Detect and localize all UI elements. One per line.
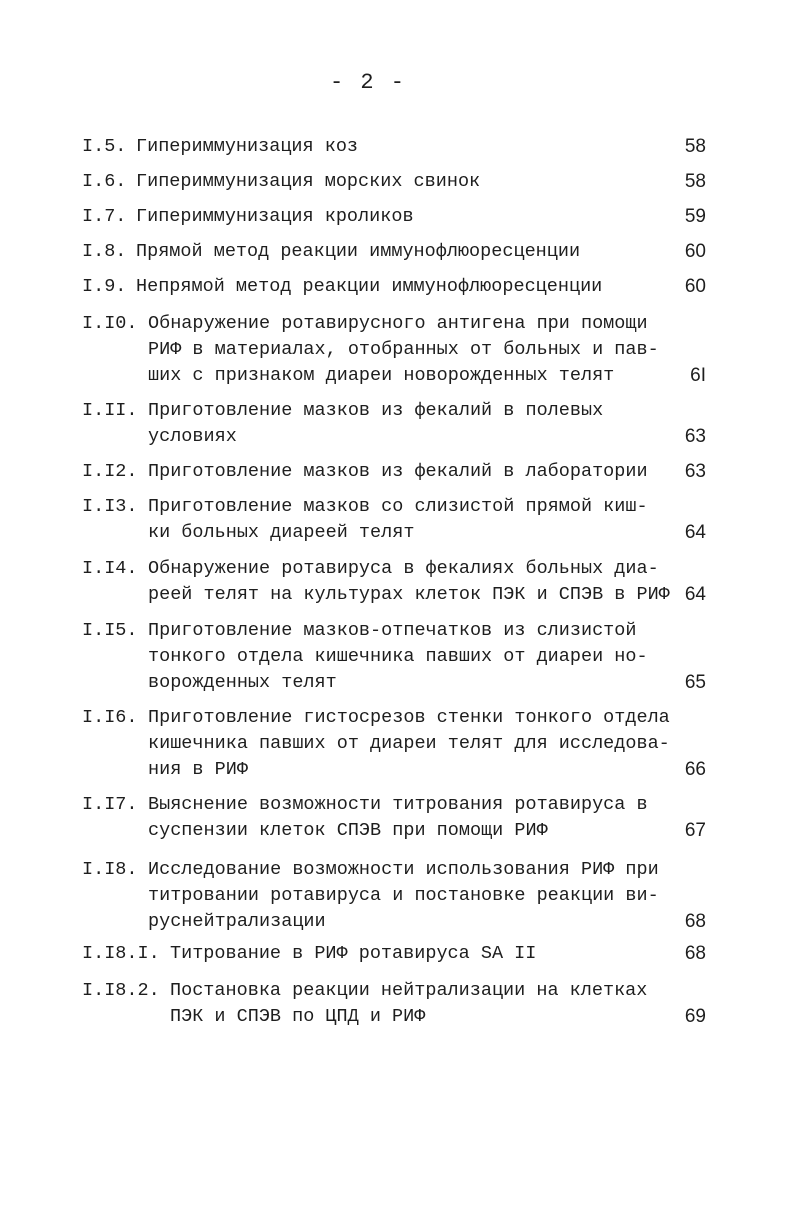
toc-entry-page: 63 [684, 461, 706, 482]
toc-entry [82, 134, 712, 160]
toc-entry-number: I.I4. [82, 558, 138, 579]
toc-entry-title-line: Обнаружение ротавируса в фекалиях больных диа- [148, 558, 659, 579]
toc-entry-page: 59 [684, 206, 706, 227]
toc-entry-title-line: Прямой метод реакции иммунофлюоресценции [136, 241, 581, 262]
toc-entry [82, 494, 712, 546]
toc-entry-title [148, 857, 708, 935]
toc-entry [82, 398, 712, 450]
toc-entry-title [148, 705, 708, 783]
toc-entry-number: I.I3. [82, 496, 138, 517]
toc-entry-number: I.I0. [82, 313, 138, 334]
toc-entry-title [170, 941, 730, 967]
toc-entry-page: 60 [684, 276, 706, 297]
toc-entry-title [148, 556, 708, 608]
page-number: - 2 - [329, 70, 406, 95]
toc-entry-number: I.8. [82, 241, 127, 262]
toc-entry-title-line: ки больных диареей телят [148, 522, 415, 543]
toc-entry-title-line: суспензии клеток СПЭВ при помощи РИФ [148, 820, 548, 841]
toc-entry-title-line: Постановка реакции нейтрализации на клетках [170, 980, 648, 1001]
toc-entry [82, 274, 712, 300]
toc-entry-number: I.I5. [82, 620, 138, 641]
toc-entry-title-line: Обнаружение ротавирусного антигена при помощи [148, 313, 648, 334]
toc-entry-page: 60 [684, 241, 706, 262]
toc-entry-title-line: условиях [148, 426, 237, 447]
toc-entry-title-line: тонкого отдела кишечника павших от диареи но- [148, 646, 648, 667]
toc-entry [82, 978, 712, 1030]
toc-entry-title [136, 239, 696, 265]
toc-entry-title-line: РИФ в материалах, отобранных от больных и пав- [148, 339, 659, 360]
toc-entry-title [148, 618, 708, 696]
toc-entry-number: I.7. [82, 206, 127, 227]
toc-entry [82, 459, 712, 485]
toc-entry [82, 556, 712, 608]
toc-entry-title-line: Выяснение возможности титрования ротавируса в [148, 794, 648, 815]
toc-entry [82, 311, 712, 389]
toc-entry [82, 169, 712, 195]
toc-entry-page: 58 [684, 171, 706, 192]
toc-entry-page: 67 [684, 820, 706, 841]
toc-entry-page: 69 [684, 1006, 706, 1027]
toc-entry-title [136, 204, 696, 230]
toc-entry-title [148, 398, 708, 450]
toc-entry [82, 792, 712, 844]
toc-entry-title [136, 274, 696, 300]
toc-entry-title-line: Исследование возможности использования РИФ при [148, 859, 659, 880]
toc-entry-title-line: Приготовление гистосрезов стенки тонкого отдела [148, 707, 670, 728]
toc-entry [82, 204, 712, 230]
toc-entry-title-line: ших с признаком диареи новорожденных телят [148, 365, 615, 386]
toc-entry-title [148, 459, 708, 485]
toc-entry-title [136, 134, 696, 160]
toc-entry-title-line: Приготовление мазков-отпечатков из слизистой [148, 620, 637, 641]
toc-entry-title [170, 978, 730, 1030]
toc-entry-title-line: Приготовление мазков из фекалий в полевых [148, 400, 604, 421]
toc-entry-title-line: ворожденных телят [148, 672, 337, 693]
toc-entry-page: 63 [684, 426, 706, 447]
toc-entry-number: I.I8.I. [82, 943, 160, 964]
toc-entry [82, 705, 712, 783]
toc-entry [82, 857, 712, 935]
toc-entry-title-line: кишечника павших от диареи телят для исследова- [148, 733, 670, 754]
toc-entry-number: I.9. [82, 276, 127, 297]
toc-entry-page: 65 [684, 672, 706, 693]
toc-entry-number: I.I8. [82, 859, 138, 880]
toc-entry-title-line: Гипериммунизация кроликов [136, 206, 414, 227]
toc-entry-number: I.I6. [82, 707, 138, 728]
toc-entry-page: 6I [690, 365, 706, 386]
toc-entry-number: I.I7. [82, 794, 138, 815]
toc-entry-number: I.5. [82, 136, 127, 157]
toc-entry [82, 618, 712, 696]
toc-entry-title-line: Гипериммунизация морских свинок [136, 171, 481, 192]
toc-entry-page: 58 [684, 136, 706, 157]
toc-entry-title-line: Гипериммунизация коз [136, 136, 359, 157]
toc-entry-title [148, 792, 708, 844]
toc-entry-title-line: Приготовление мазков со слизистой прямой киш- [148, 496, 648, 517]
toc-entry [82, 239, 712, 265]
toc-entry-title-line: руснейтрализации [148, 911, 326, 932]
toc-entry-title-line: Титрование в РИФ ротавируса SA II [170, 943, 537, 964]
toc-entry-title-line: ния в РИФ [148, 759, 248, 780]
toc-entry-title-line: титровании ротавируса и постановке реакции ви- [148, 885, 659, 906]
toc-entry-number: I.I2. [82, 461, 138, 482]
toc-entry [82, 941, 712, 967]
toc-entry-title [148, 494, 708, 546]
toc-entry-page: 64 [684, 522, 706, 543]
toc-entry-title-line: Непрямой метод реакции иммунофлюоресценции [136, 276, 603, 297]
toc-entry-title-line: реей телят на культурах клеток ПЭК и СПЭВ в РИФ [148, 584, 670, 605]
toc-entry-title [148, 311, 708, 389]
toc-entry-page: 68 [684, 943, 706, 964]
toc-entry-number: I.I8.2. [82, 980, 160, 1001]
toc-entry-number: I.6. [82, 171, 127, 192]
toc-entry-title-line: Приготовление мазков из фекалий в лаборатории [148, 461, 648, 482]
toc-entry-page: 66 [684, 759, 706, 780]
toc-entry-title-line: ПЭК и СПЭВ по ЦПД и РИФ [170, 1006, 426, 1027]
toc-entry-page: 64 [684, 584, 706, 605]
toc-entry-number: I.II. [82, 400, 138, 421]
toc-entry-page: 68 [684, 911, 706, 932]
toc-entry-title [136, 169, 696, 195]
